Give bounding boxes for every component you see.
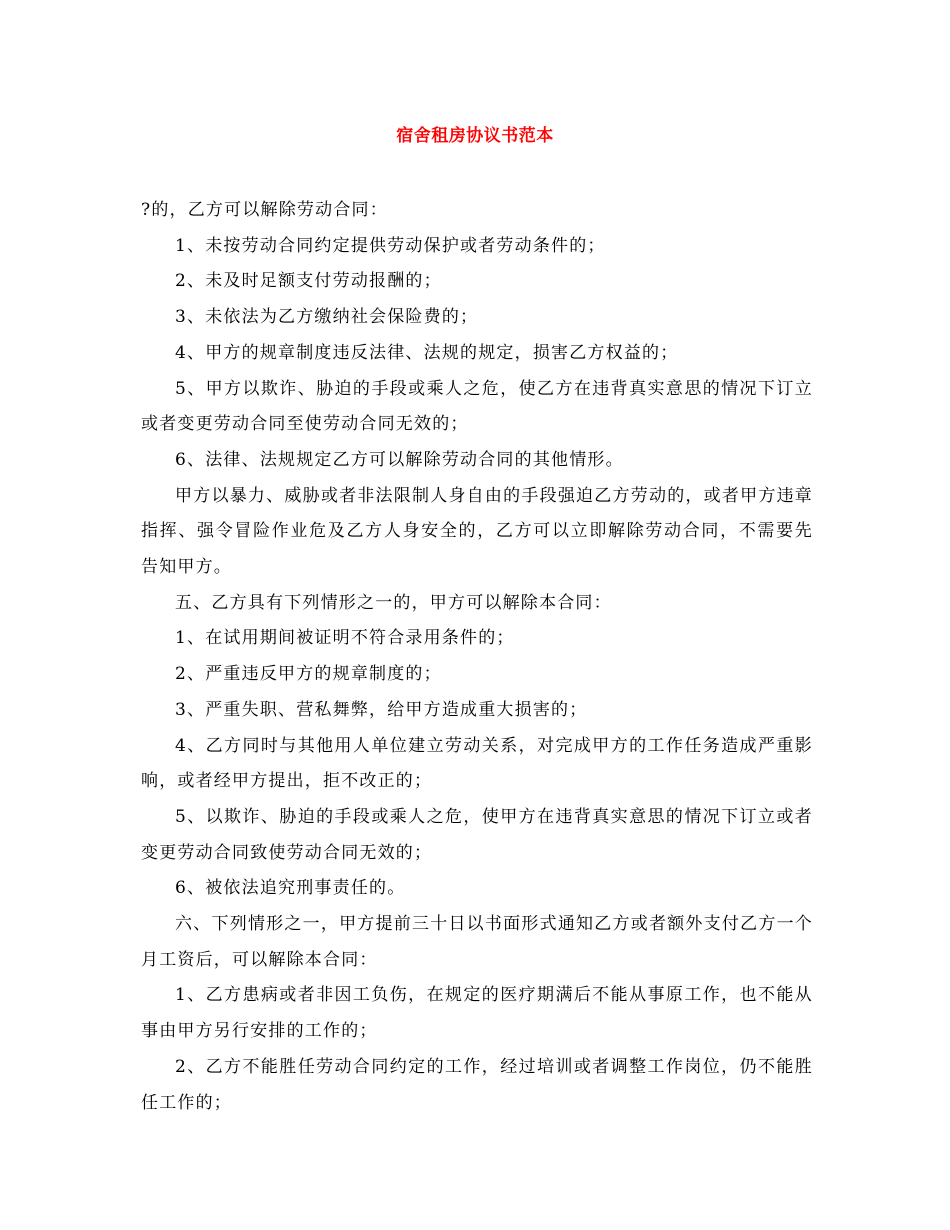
paragraph: 2、未及时足额支付劳动报酬的； xyxy=(175,271,442,292)
paragraph: 4、甲方的规章制度违反法律、法规的规定，损害乙方权益的； xyxy=(175,342,679,363)
paragraph: 5、以欺诈、胁迫的手段或乘人之危，使甲方在违背真实意思的情况下订立或者变更劳动合同致使劳动合同无效的； xyxy=(141,806,813,863)
paragraph: 1、乙方患病或者非因工负伤，在规定的医疗期满后不能从事原工作，也不能从事由甲方另行安排的工作的； xyxy=(141,985,813,1042)
paragraph: 五、乙方具有下列情形之一的，甲方可以解除本合同： xyxy=(175,592,612,613)
paragraph: 3、未依法为乙方缴纳社会保险费的； xyxy=(175,307,479,328)
paragraph: 六、下列情形之一，甲方提前三十日以书面形式通知乙方或者额外支付乙方一个月工资后，可以解除本合同： xyxy=(141,914,813,970)
paragraph: 1、在试用期间被证明不符合录用条件的； xyxy=(175,628,515,649)
paragraph: 2、乙方不能胜任劳动合同约定的工作，经过培训或者调整工作岗位，仍不能胜任工作的； xyxy=(141,1056,813,1113)
paragraph: 1、未按劳动合同约定提供劳动保护或者劳动条件的； xyxy=(175,235,606,256)
paragraph: 2、严重违反甲方的规章制度的； xyxy=(175,664,442,685)
paragraph: 4、乙方同时与其他用人单位建立劳动关系，对完成甲方的工作任务造成严重影响，或者经甲方提出，拒不改正的； xyxy=(141,735,813,792)
paragraph: 甲方以暴力、威胁或者非法限制人身自由的手段强迫乙方劳动的，或者甲方违章指挥、强令冒险作业危及乙方人身安全的，乙方可以立即解除劳动合同，不需要先告知甲方。 xyxy=(141,485,813,578)
paragraph: 5、甲方以欺诈、胁迫的手段或乘人之危，使乙方在违背真实意思的情况下订立或者变更劳动合同至使劳动合同无效的； xyxy=(141,378,813,435)
document-body xyxy=(141,193,813,1121)
document-title: 宿舍租房协议书范本 xyxy=(396,126,554,146)
paragraph: ?的，乙方可以解除劳动合同： xyxy=(141,200,388,220)
paragraph: 6、法律、法规规定乙方可以解除劳动合同的其他情形。 xyxy=(175,449,624,470)
paragraph: 3、严重失职、营私舞弊，给甲方造成重大损害的； xyxy=(175,699,588,720)
paragraph: 6、被依法追究刑事责任的。 xyxy=(175,878,406,899)
